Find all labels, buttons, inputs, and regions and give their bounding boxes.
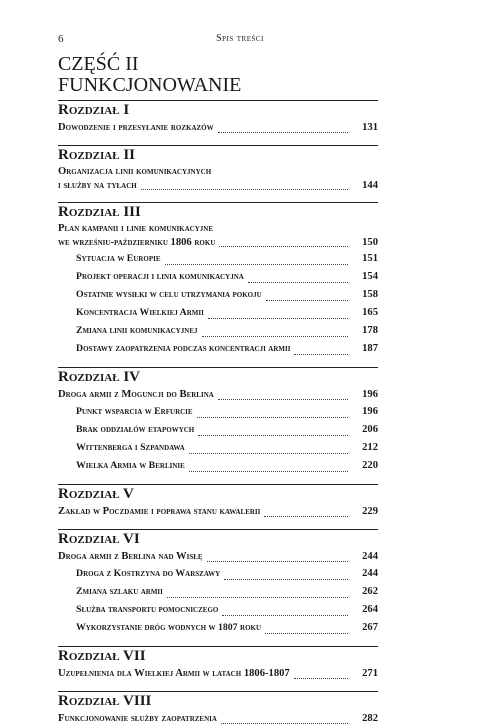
entry-page: 267 [362, 622, 378, 633]
entry-page: 151 [362, 253, 378, 264]
entry-label: Punkt wsparcia w Erfurcie [76, 406, 193, 417]
chapter-title: Rozdział VI [58, 531, 140, 547]
toc-entry[interactable] [58, 179, 378, 193]
entry-page: 154 [362, 271, 378, 282]
entry-page: 158 [362, 289, 378, 300]
entry-page: 196 [362, 389, 378, 400]
leader-dots [202, 336, 349, 337]
entry-page: 212 [362, 442, 378, 453]
part-title [58, 54, 241, 96]
chapter-2 [58, 145, 378, 193]
entry-page: 262 [362, 586, 378, 597]
leader-dots [208, 318, 348, 319]
leader-dots [294, 678, 348, 679]
entry-label: Dostawy zaopatrzenia podczas koncentracji armii [76, 343, 291, 354]
entry-label: i służby na tyłach [58, 180, 137, 191]
entry-label: Wykorzystanie dróg wodnych w 1807 roku [76, 622, 262, 633]
toc-subentry[interactable] [58, 286, 378, 304]
entry-label: Uzupełnienia dla Wielkiej Armii w latach 1806-1807 [58, 668, 290, 679]
toc-entry-line [58, 165, 378, 179]
toc-subentry[interactable] [58, 322, 378, 340]
chapter-8 [58, 691, 378, 727]
leader-dots [264, 516, 348, 517]
leader-dots [165, 264, 348, 265]
toc-entry-line [58, 222, 378, 236]
leader-dots [167, 597, 348, 598]
entry-label: Brak oddziałów etapowych [76, 424, 195, 435]
entry-label: Zakład w Poczdamie i poprawa stanu kawalerii [58, 506, 261, 517]
entry-page: 264 [362, 604, 378, 615]
entry-label: Droga z Kostrzyna do Warszawy [76, 568, 221, 579]
toc-subentry[interactable] [58, 304, 378, 322]
entry-label: Służba transportu pomocniczego [76, 604, 219, 615]
part-title-line-1: CZĘŚĆ II [58, 53, 139, 75]
chapter-title: Rozdział VII [58, 648, 146, 664]
entry-label: we wrześniu-październiku 1806 roku [58, 237, 216, 248]
entry-label: Wielka Armia w Berlinie [76, 460, 185, 471]
chapter-5 [58, 484, 378, 520]
entry-label: Organizacja linii komunikacyjnych [58, 166, 212, 177]
entry-label: Koncentracja Wielkiej Armii [76, 307, 204, 318]
entry-page: 206 [362, 424, 378, 435]
toc-entry[interactable] [58, 387, 378, 403]
entry-page: 282 [362, 713, 378, 724]
leader-dots [222, 615, 348, 616]
chapter-4 [58, 367, 378, 475]
toc-subentry[interactable] [58, 250, 378, 268]
toc-subentry[interactable] [58, 403, 378, 421]
leader-dots [198, 435, 348, 436]
leader-dots [265, 633, 348, 634]
leader-dots [197, 417, 348, 418]
leader-dots [189, 453, 348, 454]
chapter-title: Rozdział IV [58, 369, 140, 385]
chapter-1 [58, 100, 378, 136]
leader-dots [141, 189, 348, 190]
entry-label: Zmiana szlaku armii [76, 586, 163, 597]
entry-page: 271 [362, 668, 378, 679]
chapter-title: Rozdział VIII [58, 693, 152, 709]
leader-dots [219, 246, 348, 247]
leader-dots [207, 561, 348, 562]
chapter-title: Rozdział III [58, 204, 141, 220]
chapter-title: Rozdział I [58, 102, 130, 118]
chapter-7 [58, 646, 378, 682]
entry-page: 187 [362, 343, 378, 354]
entry-label: Dowodzenie i przesyłanie rozkazów [58, 122, 214, 133]
entry-label: Zmiana linii komunikacyjnej [76, 325, 198, 336]
leader-dots [218, 132, 348, 133]
toc-entry[interactable] [58, 120, 378, 136]
running-head: Spis treści [216, 33, 264, 44]
toc-subentry[interactable] [58, 565, 378, 583]
entry-label: Plan kampanii i linie komunikacyjne [58, 223, 213, 234]
toc-subentry[interactable] [58, 583, 378, 601]
toc-subentry[interactable] [58, 619, 378, 637]
entry-label: Projekt operacji i linia komunikacyjna [76, 271, 244, 282]
leader-dots [248, 282, 348, 283]
toc-entry[interactable] [58, 549, 378, 565]
entry-page: 165 [362, 307, 378, 318]
page-number: 6 [58, 33, 64, 45]
entry-page: 229 [362, 506, 378, 517]
entry-page: 244 [362, 551, 378, 562]
entry-page: 220 [362, 460, 378, 471]
entry-label: Ostatnie wysiłki w celu utrzymania pokoju [76, 289, 262, 300]
toc-subentry[interactable] [58, 457, 378, 475]
table-of-contents [58, 100, 378, 727]
entry-label: Droga armii z Berlina nad Wisłę [58, 551, 203, 562]
entry-page: 144 [362, 180, 378, 191]
entry-page: 150 [362, 237, 378, 248]
toc-subentry[interactable] [58, 268, 378, 286]
leader-dots [266, 300, 348, 301]
leader-dots [218, 399, 348, 400]
toc-entry[interactable] [58, 711, 378, 727]
entry-label: Droga armii z Moguncji do Berlina [58, 389, 214, 400]
leader-dots [189, 471, 348, 472]
chapter-title: Rozdział V [58, 486, 134, 502]
toc-subentry[interactable] [58, 439, 378, 457]
entry-page: 244 [362, 568, 378, 579]
chapter-3 [58, 202, 378, 358]
entry-label: Wittenberga i Szpandawa [76, 442, 185, 453]
chapter-title: Rozdział II [58, 147, 135, 163]
chapter-6 [58, 529, 378, 637]
entry-page: 178 [362, 325, 378, 336]
entry-page: 131 [362, 122, 378, 133]
part-title-line-2: FUNKCJONOWANIE [58, 74, 242, 96]
leader-dots [221, 723, 348, 724]
toc-subentry[interactable] [58, 601, 378, 619]
toc-subentry[interactable] [58, 340, 378, 358]
leader-dots [294, 354, 348, 355]
toc-subentry[interactable] [58, 421, 378, 439]
toc-entry[interactable] [58, 236, 378, 250]
entry-label: Sytuacja w Europie [76, 253, 161, 264]
leader-dots [224, 579, 348, 580]
entry-label: Funkcjonowanie służby zaopatrzenia [58, 713, 217, 724]
toc-entry[interactable] [58, 504, 378, 520]
entry-page: 196 [362, 406, 378, 417]
toc-entry[interactable] [58, 666, 378, 682]
